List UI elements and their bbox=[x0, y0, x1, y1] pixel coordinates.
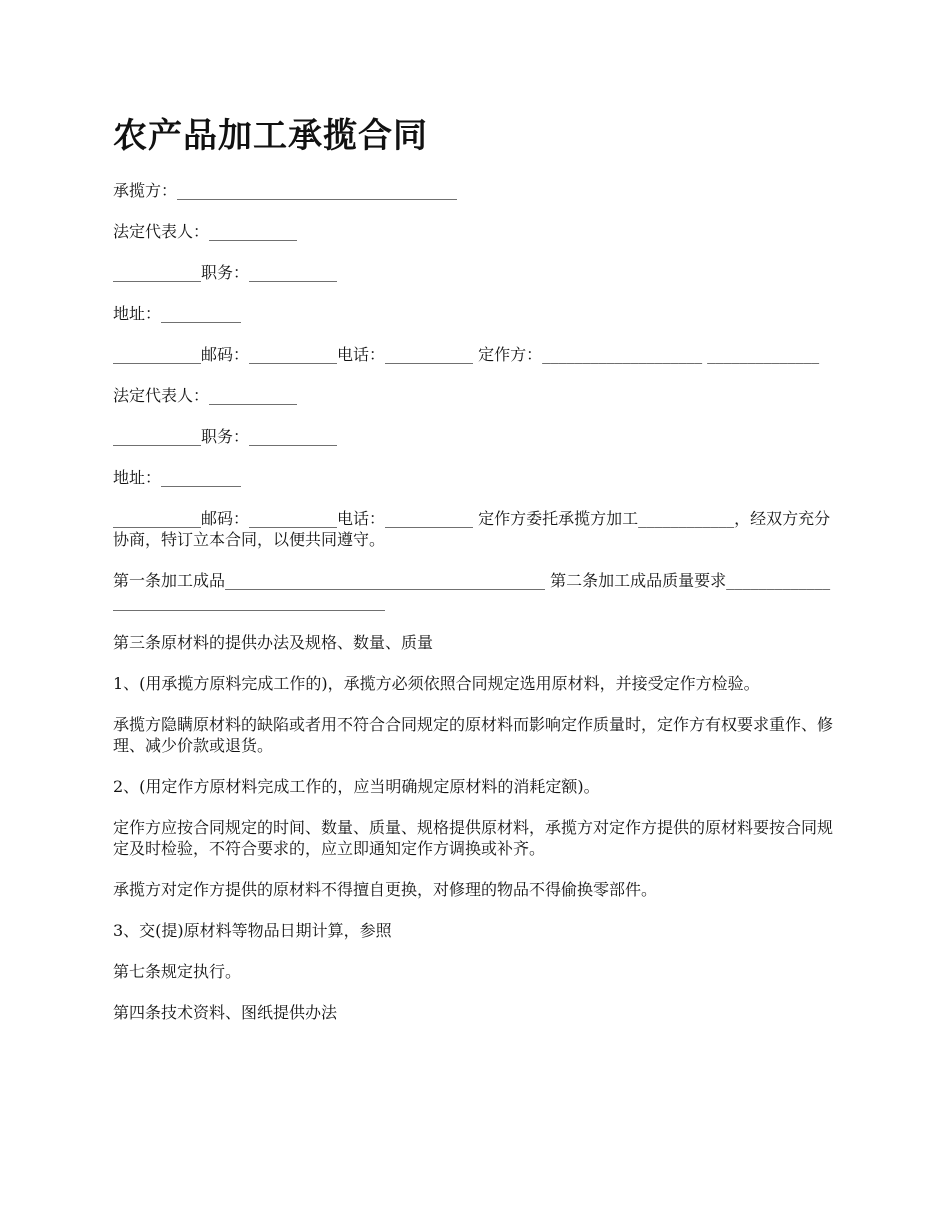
article-4-heading: 第四条技术资料、图纸提供办法 bbox=[113, 1003, 338, 1022]
document-title: 农产品加工承揽合同 bbox=[113, 116, 428, 156]
contractor-contact-and-client: ___________邮码：___________电话：___________ 定作方：____________________ ______________ bbox=[113, 345, 820, 364]
contractor-line: 承揽方：___________________________________ bbox=[113, 181, 458, 200]
document-page bbox=[113, 112, 838, 1043]
article-3-item-2-detail: 定作方应按合同规定的时间、数量、质量、规格提供原材料，承揽方对定作方提供的原材料要按合同规定及时检验，不符合要求的，应立即通知定作方调换或补齐。 bbox=[113, 818, 834, 858]
article-3-item-1-detail: 承揽方隐瞒原材料的缺陷或者用不符合合同规定的原材料而影响定作质量时，定作方有权要求重作、修理、减少价款或退货。 bbox=[113, 715, 834, 755]
contractor-address: 地址：__________ bbox=[113, 304, 242, 323]
client-legal-rep: 法定代表人：___________ bbox=[113, 386, 298, 405]
contractor-position: ___________职务：___________ bbox=[113, 263, 338, 282]
article-3-item-1: 1、(用承揽方原料完成工作的)，承揽方必须依照合同规定选用原材料，并接受定作方检验。 bbox=[113, 674, 760, 693]
article-3-heading: 第三条原材料的提供办法及规格、数量、质量 bbox=[113, 633, 434, 652]
article-3-item-3: 3、交(提)原材料等物品日期计算，参照 bbox=[113, 921, 392, 940]
article-1-2: 第一条加工成品________________________________________ 第二条加工成品质量要求_______________________________________________ bbox=[113, 571, 831, 611]
contractor-legal-rep: 法定代表人：___________ bbox=[113, 222, 298, 241]
client-address: 地址：__________ bbox=[113, 468, 242, 487]
article-3-item-3-cont: 第七条规定执行。 bbox=[113, 962, 242, 981]
client-position: ___________职务：___________ bbox=[113, 427, 338, 446]
article-3-item-2: 2、(用定作方原材料完成工作的，应当明确规定原材料的消耗定额)。 bbox=[113, 777, 600, 796]
client-contact-and-preamble: ___________邮码：___________电话：___________ 定作方委托承揽方加工____________，经双方充分协商，特订立本合同，以便共同遵守。 bbox=[113, 509, 831, 549]
article-3-item-2-note: 承揽方对定作方提供的原材料不得擅自更换，对修理的物品不得偷换零部件。 bbox=[113, 880, 658, 899]
